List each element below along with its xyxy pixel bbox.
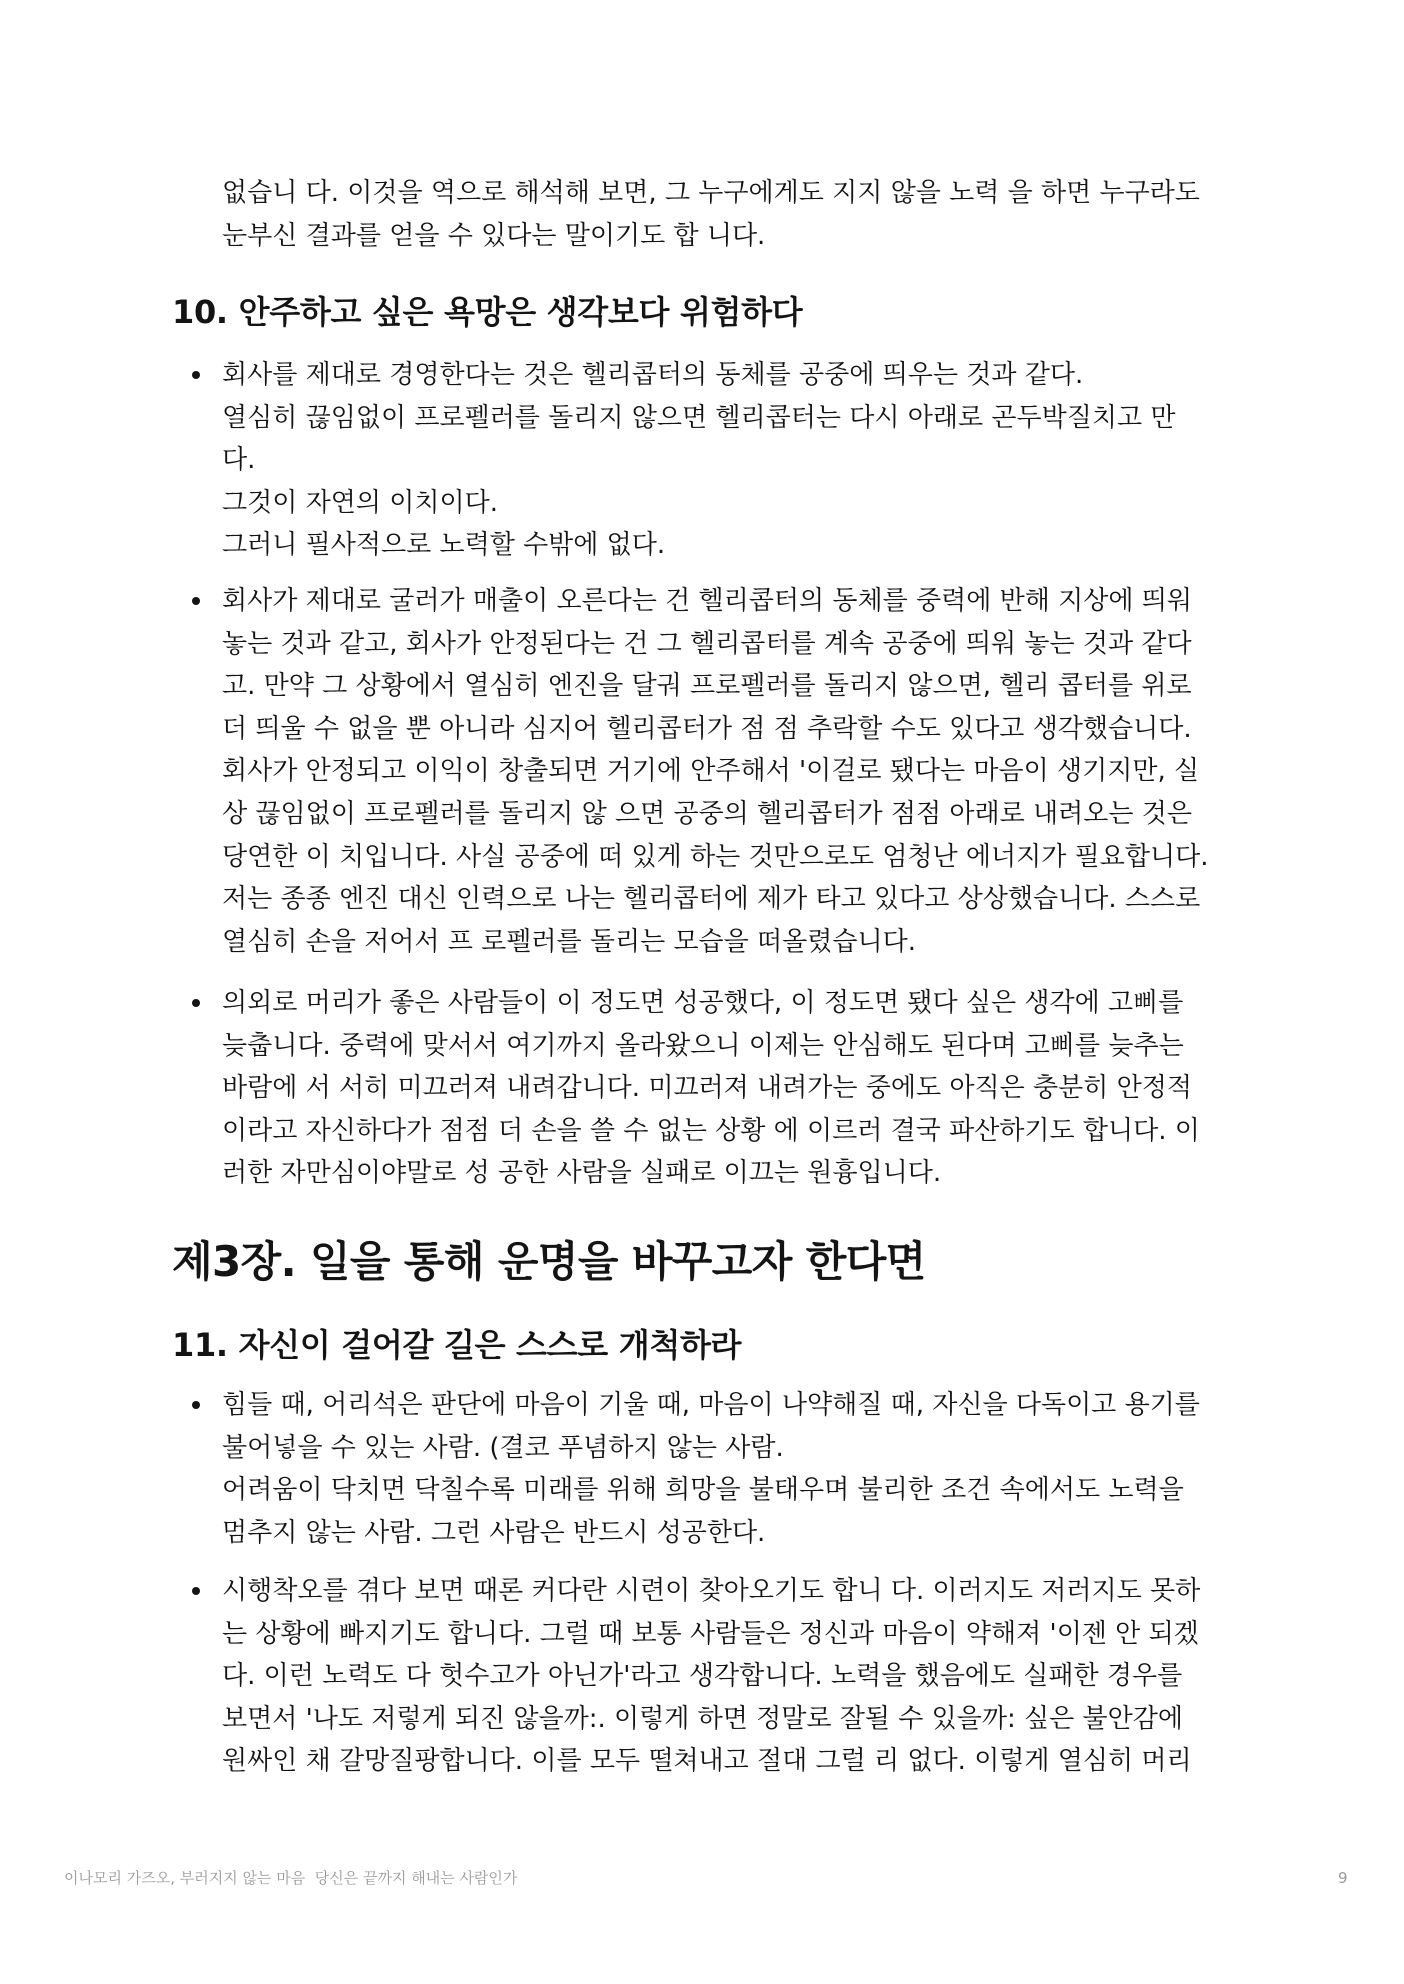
body-line: 열심히 손을 저어서 프 로펠러를 돌리는 모습을 떠올렸습니다. [222, 926, 917, 957]
body-line: 다. 이런 노력도 다 헛수고가 아닌가'라고 생각합니다. 노력을 했음에도 실패한 경우를 [222, 1661, 1183, 1692]
bullet-item [222, 354, 1332, 567]
section-heading: 10. 안주하고 싶은 욕망은 생각보다 위험하다 [172, 293, 803, 331]
body-line: 열심히 끊임없이 프로펠러를 돌리지 않으면 헬리콥터는 다시 아래로 곤두박질치고 만 [222, 402, 1176, 433]
body-line: 바람에 서 서히 미끄러져 내려갑니다. 미끄러져 내려가는 중에도 아직은 충분히 안정적 [222, 1073, 1192, 1104]
body-line: 원싸인 채 갈망질팡합니다. 이를 모두 떨쳐내고 절대 그럴 리 없다. 이렇게 열심히 머리 [222, 1746, 1192, 1777]
body-line: 상 끊임없이 프로펠러를 돌리지 않 으면 공중의 헬리콥터가 점점 아래로 내려오는 것은 [222, 798, 1192, 829]
body-line: 보면서 '나도 저렇게 되진 않을까:. 이렇게 하면 정말로 잘될 수 있을까: 싶은 불안감에 [222, 1703, 1183, 1734]
bullet-dot [192, 1587, 200, 1595]
body-line: 이라고 자신하다가 점점 더 손을 쓸 수 없는 상황 에 이르러 결국 파산하기도 합니다. 이 [222, 1115, 1200, 1146]
body-line: 의외로 머리가 좋은 사람들이 이 정도면 성공했다, 이 정도면 됐다 싶은 생각에 고삐를 [222, 988, 1184, 1018]
footer-book-title: 이나모리 가즈오, 부러지지 않는 마음 당신은 끝까지 해내는 사람인가 [64, 1869, 518, 1887]
chapter-heading: 제3장. 일을 통해 운명을 바꾸고자 한다면 [172, 1237, 926, 1286]
body-line: 멈추지 않는 사람. 그런 사람은 반드시 성공한다. [222, 1517, 766, 1548]
body-line: 당연한 이 치입니다. 사실 공중에 떠 있게 하는 것만으로도 엄청난 에너지가 필요합니다. [222, 841, 1209, 872]
bullet-item [222, 580, 1332, 963]
body-line: 그것이 자연의 이치이다. [222, 487, 498, 518]
section-heading: 11. 자신이 걸어갈 길은 스스로 개척하라 [172, 1326, 742, 1364]
page-number: 9 [1338, 1869, 1348, 1887]
bullet-item [222, 982, 1332, 1195]
body-line: 는 상황에 빠지기도 합니다. 그럴 때 보통 사람들은 정신과 마음이 약해져 '이젠 안 되겠 [222, 1618, 1199, 1649]
body-line: 더 띄울 수 없을 뿐 아니라 심지어 헬리콥터가 점 점 추락할 수도 있다고 생각했습니다. [222, 713, 1192, 744]
body-line: 눈부신 결과를 얻을 수 있다는 말이기도 합 니다. [222, 220, 766, 251]
body-line: 놓는 것과 같고, 회사가 안정된다는 건 그 헬리콥터를 계속 공중에 띄워 놓는 것과 같다 [222, 628, 1192, 659]
body-line: 회사가 안정되고 이익이 창출되면 거기에 안주해서 '이걸로 됐다는 마음이 생기지만, 실 [222, 756, 1200, 787]
intro-paragraph [222, 172, 1332, 257]
body-line: 늦춥니다. 중력에 맞서서 여기까지 올라왔으니 이제는 안심해도 된다며 고삐를 늦추는 [222, 1030, 1184, 1061]
body-line: 저는 종종 엔진 대신 인력으로 나는 헬리콥터에 제가 타고 있다고 상상했습니다. 스스로 [222, 884, 1201, 915]
bullet-dot [192, 597, 200, 605]
body-line: 회사를 제대로 경영한다는 것은 헬리콥터의 동체를 공중에 띄우는 것과 같다. [222, 360, 1084, 390]
body-line: 다. [222, 445, 256, 476]
body-line: 어려움이 닥치면 닥칠수록 미래를 위해 희망을 불태우며 불리한 조건 속에서도 노력을 [222, 1475, 1184, 1506]
body-line: 시행착오를 겪다 보면 때론 커다란 시련이 찾아오기도 합니 다. 이러지도 저러지도 못하 [222, 1576, 1201, 1606]
body-line: 힘들 때, 어리석은 판단에 마음이 기울 때, 마음이 나약해질 때, 자신을 다독이고 용기를 [222, 1390, 1200, 1420]
bullet-dot [192, 1401, 200, 1409]
bullet-dot [192, 371, 200, 379]
body-line: 러한 자만심이야말로 성 공한 사람을 실패로 이끄는 원흉입니다. [222, 1158, 942, 1189]
body-line: 고. 만약 그 상황에서 열심히 엔진을 달궈 프로펠러를 돌리지 않으면, 헬리 콥터를 위로 [222, 671, 1192, 702]
body-line: 없습니 다. 이것을 역으로 해석해 보면, 그 누구에게도 지지 않을 노력 을 하면 누구라도 [222, 178, 1200, 208]
body-line: 불어넣을 수 있는 사람. (결코 푸념하지 않는 사람. [222, 1432, 784, 1463]
body-line: 회사가 제대로 굴러가 매출이 오른다는 건 헬리콥터의 동체를 중력에 반해 지상에 띄워 [222, 586, 1192, 616]
bullet-item [222, 1384, 1332, 1554]
bullet-dot [192, 999, 200, 1007]
body-line: 그러니 필사적으로 노력할 수밖에 없다. [222, 530, 666, 561]
bullet-item [222, 1570, 1332, 1783]
